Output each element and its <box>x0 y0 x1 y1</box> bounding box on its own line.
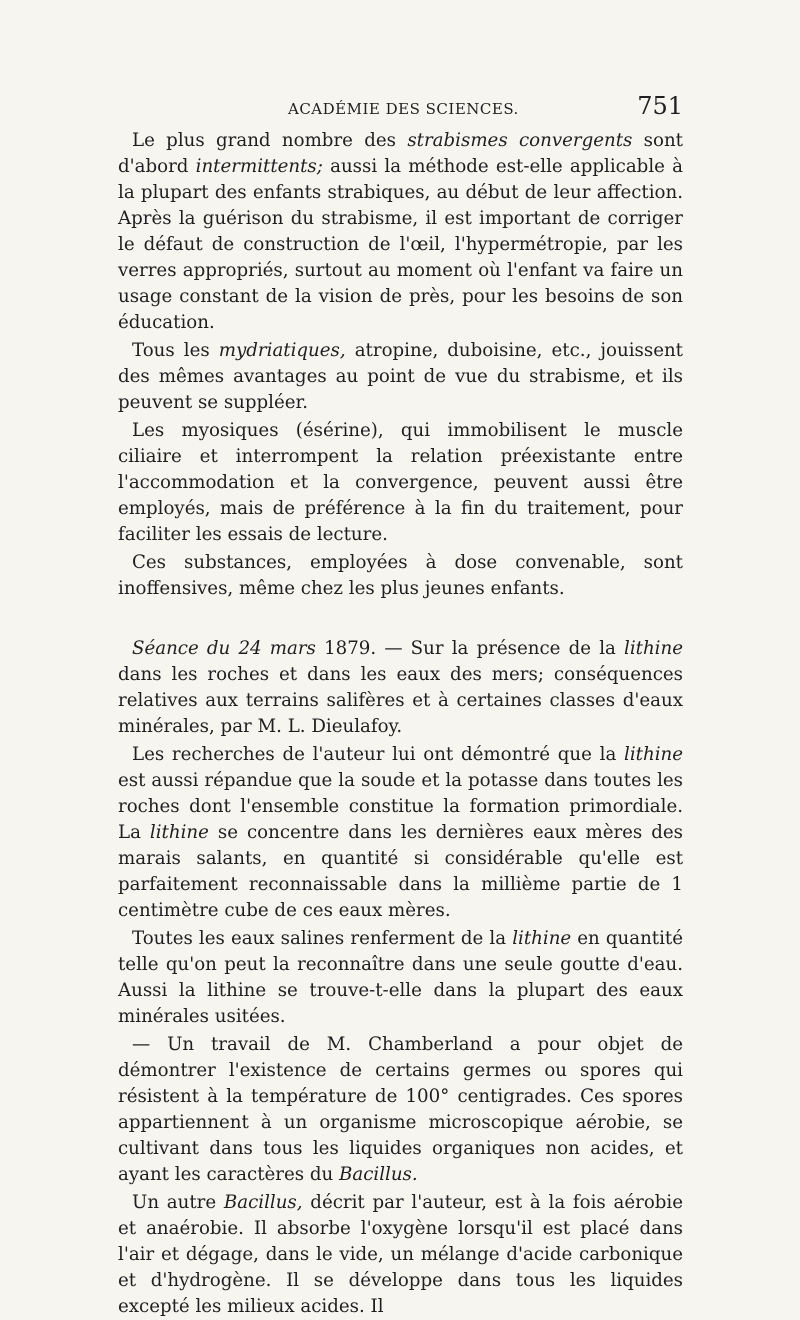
text-run: est aussi répandue que la soude et la potasse dans toutes les roches dont l'ensemble constitue la formation primordiale. La <box>118 770 683 843</box>
italic-term: lithine <box>624 638 683 659</box>
running-title: ACADÉMIE DES SCIENCES. <box>288 100 519 118</box>
text-run: Tous les <box>132 340 219 361</box>
paragraph-eaux-salines <box>118 926 683 1030</box>
text-run: dans les roches et dans les eaux des mers; conséquences relatives aux terrains salifères et à certaines classes d'eaux minérales, par M. L. Dieulafoy. <box>118 664 683 737</box>
italic-term: intermittents; <box>195 156 323 177</box>
italic-term: lithine <box>512 928 572 949</box>
paragraph-mydriatiques <box>118 338 683 416</box>
text-run: Les recherches de l'auteur lui ont démontré que la <box>132 744 625 765</box>
text-run: Un autre <box>132 1192 224 1213</box>
text-run: en quantité telle qu'on peut la reconnaître dans une seule goutte d'eau. Aussi la lithine se trouve-t-elle dans la plupart des eaux minérales usitées. <box>118 928 684 1027</box>
paragraph-strabismes <box>118 128 683 336</box>
paragraph-autre-bacillus <box>118 1190 683 1320</box>
italic-term: lithine <box>624 744 683 765</box>
italic-term: strabismes convergents <box>407 130 633 151</box>
page-body <box>118 128 683 1320</box>
paragraph-lithine-recherches <box>118 742 683 924</box>
section-gap <box>118 602 683 636</box>
text-run: Le plus grand nombre des <box>132 130 408 151</box>
text-run: atropine, duboisine, etc., jouissent des mêmes avantages au point de vue du strabisme, et ils peuvent se suppléer. <box>118 340 683 413</box>
text-run: Toutes les eaux salines renferment de la <box>132 928 513 949</box>
italic-term: mydriatiques, <box>218 340 346 361</box>
text-run: — Un travail de M. Chamberland a pour objet de démontrer l'existence de certains germes ou spores qui résistent à la température de 100° centigrades. Ces spores appartiennent à un organisme microscopique aérobie, se cultivant dans tous les liquides organiques non acides, et ayant les caractères du <box>118 1034 683 1185</box>
italic-date: Séance du 24 mars <box>132 638 316 659</box>
text-run: se concentre dans les dernières eaux mères des marais salants, en quantité si considérable qu'elle est parfaitement reconnaissable dans la millième partie de 1 centimètre cube de ces eaux mères. <box>118 822 683 921</box>
paragraph-myosiques: Les myosiques (ésérine), qui immobilisent le muscle ciliaire et interrompent la relation préexistante entre l'accommodation et la convergence, peuvent aussi être employés, mais de préférence à la fin du traitement, pour faciliter les essais de lecture. <box>118 420 683 545</box>
paragraph-substances: Ces substances, employées à dose convenable, sont inoffensives, même chez les plus jeunes enfants. <box>118 552 683 599</box>
text-run: sont d'abord <box>118 130 683 177</box>
text-run: aussi la méthode est-elle applicable à la plupart des enfants strabiques, au début de leur affection. Après la guérison du strabisme, il est important de corriger le défaut de construction de l'œil, l'hypermétropie, par les verres appropriés, surtout au moment où l'enfant va faire un usage constant de la vision de près, pour les besoins de son éducation. <box>118 156 683 333</box>
italic-term: lithine <box>149 822 209 843</box>
page-header <box>118 92 683 132</box>
italic-term: Bacillus. <box>339 1164 418 1185</box>
italic-term: Bacillus, <box>223 1192 303 1213</box>
page-number: 751 <box>637 92 683 120</box>
text-run: décrit par l'auteur, est à la fois aérobie et anaérobie. Il absorbe l'oxygène lorsqu'il est placé dans l'air et dégage, dans le vide, un mélange d'acide carbonique et d'hydrogène. Il se développe dans tous les liquides excepté les milieux acides. Il <box>118 1192 683 1317</box>
paragraph-chamberland <box>118 1032 683 1188</box>
text-run: 1879. — Sur la présence de la <box>315 638 625 659</box>
paragraph-seance-title <box>118 636 683 740</box>
